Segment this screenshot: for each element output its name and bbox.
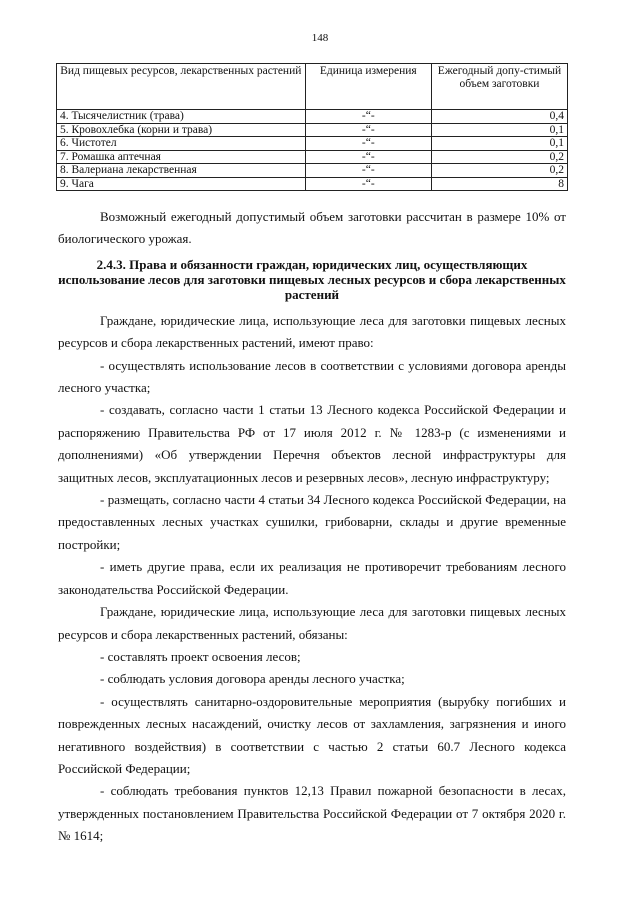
cell-unit: -“- bbox=[305, 164, 431, 178]
table-row bbox=[57, 123, 568, 137]
cell-unit: -“- bbox=[305, 110, 431, 124]
cell-name: 7. Ромашка аптечная bbox=[57, 150, 306, 164]
table-row bbox=[57, 110, 568, 124]
cell-value: 0,1 bbox=[431, 123, 567, 137]
paragraph: Граждане, юридические лица, использующие леса для заготовки пищевых лесных ресурсов и сбора лекарственных растений, имеют право: bbox=[58, 312, 566, 351]
cell-name: 9. Чага bbox=[57, 177, 306, 191]
cell-unit: -“- bbox=[305, 123, 431, 137]
section-title: 2.4.3. Права и обязанности граждан, юридических лиц, осуществляющих использование лесов для заготовки пищевых лесных ресурсов и сбора лекарственных растений bbox=[58, 256, 566, 302]
paragraph: - осуществлять санитарно-оздоровительные мероприятия (вырубку погибших и поврежденных лесных насаждений, очистку лесов от захламления, загрязнения и иного негативного воздействия) в соответствии с частью 2 статьи 60.7 Лесного кодекса Российской Федерации; bbox=[58, 693, 566, 776]
paragraph: - размещать, согласно части 4 статьи 34 Лесного кодекса Российской Федерации, на предоставленных лесных участках сушилки, грибоварни, склады и другие временные постройки; bbox=[58, 492, 566, 552]
table-row bbox=[57, 164, 568, 178]
table-row bbox=[57, 137, 568, 151]
resources-table bbox=[56, 63, 568, 191]
cell-name: 6. Чистотел bbox=[57, 137, 306, 151]
header-resource-type: Вид пищевых ресурсов, лекарственных растений bbox=[57, 64, 306, 110]
cell-value: 0,2 bbox=[431, 164, 567, 178]
paragraph: - иметь другие права, если их реализация не противоречит требованиям лесного законодательства Российской Федерации. bbox=[58, 559, 566, 597]
table-header-row bbox=[57, 64, 568, 110]
paragraph: Граждане, юридические лица, использующие леса для заготовки пищевых лесных ресурсов и сбора лекарственных растений, обязаны: bbox=[58, 604, 566, 642]
paragraph: - составлять проект освоения лесов; bbox=[100, 648, 301, 664]
cell-value: 8 bbox=[431, 177, 567, 191]
cell-name: 8. Валериана лекарственная bbox=[57, 164, 306, 178]
cell-unit: -“- bbox=[305, 177, 431, 191]
cell-name: 5. Кровохлебка (корни и трава) bbox=[57, 123, 306, 137]
table-note: Возможный ежегодный допустимый объем заготовки рассчитан в размере 10% от биологического урожая. bbox=[58, 209, 566, 247]
cell-unit: -“- bbox=[305, 150, 431, 164]
table-row bbox=[57, 177, 568, 191]
table-row bbox=[57, 150, 568, 164]
cell-name: 4. Тысячелистник (трава) bbox=[57, 110, 306, 124]
cell-unit: -“- bbox=[305, 137, 431, 151]
paragraph: - соблюдать требования пунктов 12,13 Правил пожарной безопасности в лесах, утвержденных постановлением Правительства Российской Федерации от 7 октября 2020 г. № 1614; bbox=[58, 783, 566, 844]
paragraph: - осуществлять использование лесов в соответствии с условиями договора аренды лесного участка; bbox=[58, 357, 566, 396]
header-unit: Единица измерения bbox=[305, 64, 431, 110]
paragraph: - создавать, согласно части 1 статьи 13 Лесного кодекса Российской Федерации и распоряжению Правительства РФ от 17 июля 2012 г. № 1283-р (с изменениями и дополнениями) «Об утверждении Перечня объектов лесной инфраструктуры для защитных лесов, эксплуатационных лесов и резервных лесов», лесную инфраструктуру; bbox=[58, 402, 566, 485]
page-number: 148 bbox=[311, 32, 329, 44]
cell-value: 0,1 bbox=[431, 137, 567, 151]
paragraph: - соблюдать условия договора аренды лесного участка; bbox=[100, 671, 405, 687]
cell-value: 0,2 bbox=[431, 150, 567, 164]
cell-value: 0,4 bbox=[431, 110, 567, 124]
document-body bbox=[58, 206, 566, 848]
header-annual-volume: Ежегодный допу-стимый объем заготовки bbox=[431, 64, 567, 110]
